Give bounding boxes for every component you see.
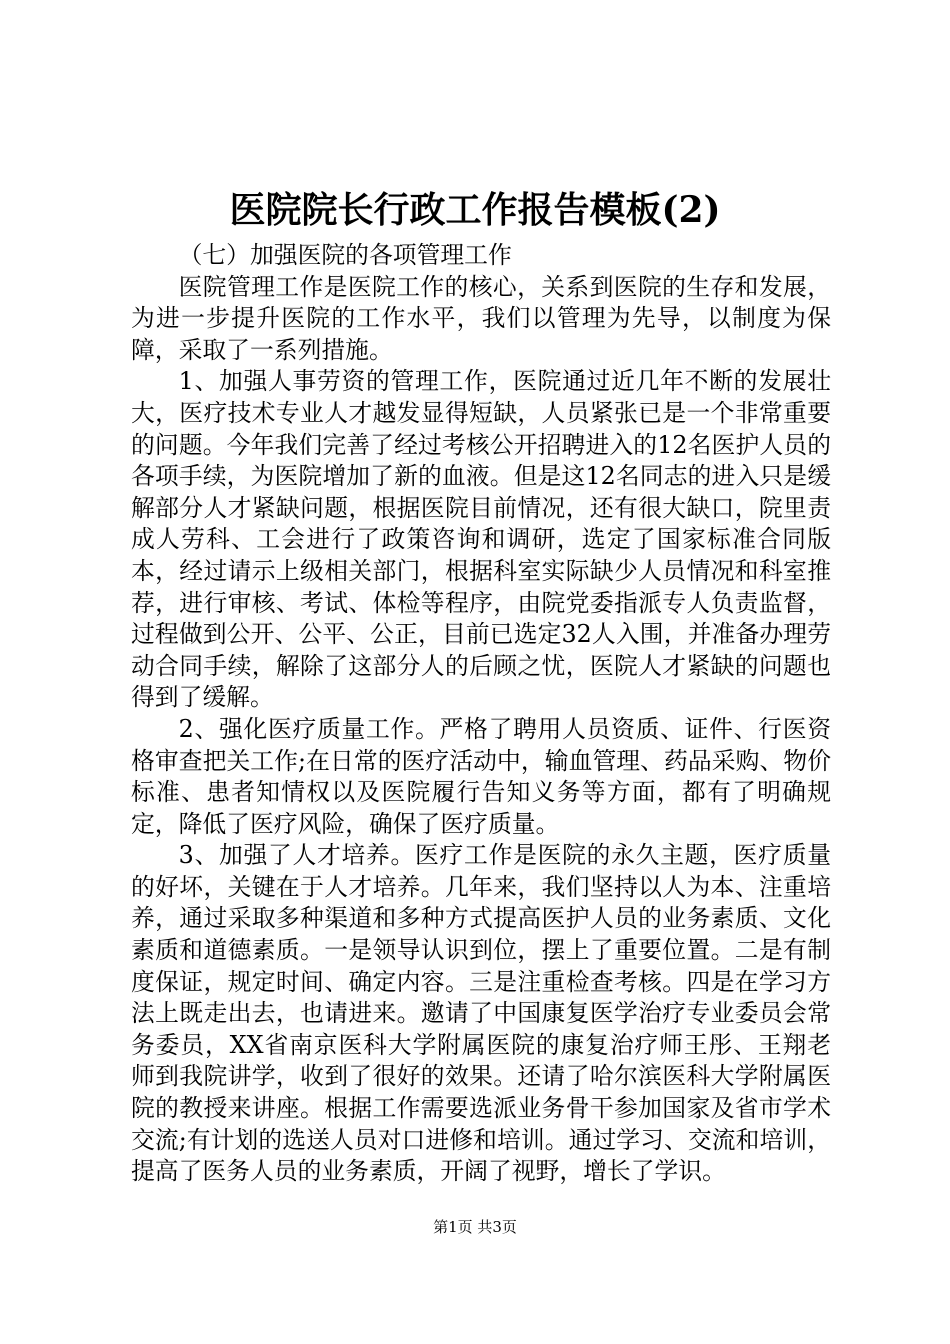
paragraph-personnel: 1、加强人事劳资的管理工作，医院通过近几年不断的发展壮大，医疗技术专业人才越发显得短缺，人员紧张已是一个非常重要的问题。今年我们完善了经过考核公开招聘进入的12名医护人员的各项手续，为医院增加了新的血液。但是这12名同志的进入只是缓解部分人才紧缺问题，根据医院目前情况，还有很大缺口，院里责成人劳科、工会进行了政策咨询和调研，选定了国家标准合同版本，经过请示上级相关部门，根据科室实际缺少人员情况和科室推荐，进行审核、考试、体检等程序，由院党委指派专人负责监督，过程做到公开、公平、公正，目前已选定32人入围，并准备办理劳动合同手续，解除了这部分人的后顾之忧，医院人才紧缺的问题也得到了缓解。: [131, 367, 831, 712]
page-footer: 第1页 共3页: [433, 1218, 517, 1236]
document-body: [131, 240, 831, 1188]
document-title: 医院院长行政工作报告模板(2): [229, 189, 721, 231]
paragraph-talent-training: 3、加强了人才培养。医疗工作是医院的永久主题，医疗质量的好坏，关键在于人才培养。几年来，我们坚持以人为本、注重培养，通过采取多种渠道和多种方式提高医护人员的业务素质、文化素质和道德素质。一是领导认识到位，摆上了重要位置。二是有制度保证，规定时间、确定内容。三是注重检查考核。四是在学习方法上既走出去，也请进来。邀请了中国康复医学治疗专业委员会常务委员，XX省南京医科大学附属医院的康复治疗师王彤、王翔老师到我院讲学，收到了很好的效果。还请了哈尔滨医科大学附属医院的教授来讲座。根据工作需要选派业务骨干参加国家及省市学术交流;有计划的选送人员对口进修和培训。通过学习、交流和培训，提高了医务人员的业务素质，开阔了视野，增长了学识。: [131, 841, 831, 1186]
paragraph-medical-quality: 2、强化医疗质量工作。严格了聘用人员资质、证件、行医资格审查把关工作;在日常的医疗活动中，输血管理、药品采购、物价标准、患者知情权以及医院履行告知义务等方面，都有了明确规定，降低了医疗风险，确保了医疗质量。: [131, 714, 831, 838]
paragraph-intro: 医院管理工作是医院工作的核心，关系到医院的生存和发展，为进一步提升医院的工作水平，我们以管理为先导，以制度为保障，采取了一系列措施。: [131, 272, 831, 364]
section-heading: （七）加强医院的各项管理工作: [178, 241, 512, 269]
